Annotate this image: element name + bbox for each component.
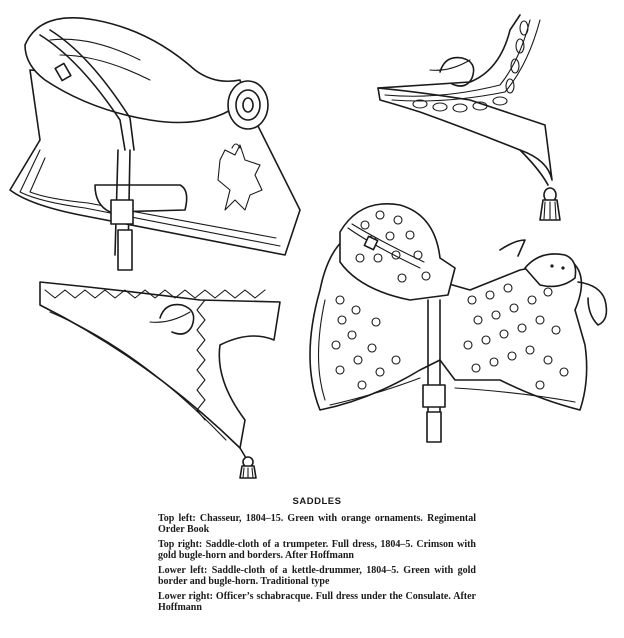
trumpeter-saddle-cloth-illustration [378, 15, 560, 220]
caption-entry-lower-left: Lower left: Saddle-cloth of a kettle-drummer, 1804–5. Green with gold border and bugle-horn. Traditional type [158, 565, 476, 587]
chasseur-saddle-illustration [10, 18, 300, 270]
caption [158, 496, 476, 617]
caption-entry-top-right: Top right: Saddle-cloth of a trumpeter. Full dress, 1804–5. Crimson with gold bugle-horn and borders. After Hoffmann [158, 539, 476, 561]
caption-title: SADDLES [292, 496, 342, 507]
caption-entry-lower-right: Lower right: Officer’s schabracque. Full dress under the Consulate. After Hoffmann [158, 591, 476, 613]
caption-entry-top-left: Top left: Chasseur, 1804–15. Green with orange ornaments. Regimental Order Book [158, 513, 476, 535]
kettle-drummer-saddle-cloth-illustration [40, 282, 280, 478]
officer-schabracque-illustration [310, 204, 606, 442]
